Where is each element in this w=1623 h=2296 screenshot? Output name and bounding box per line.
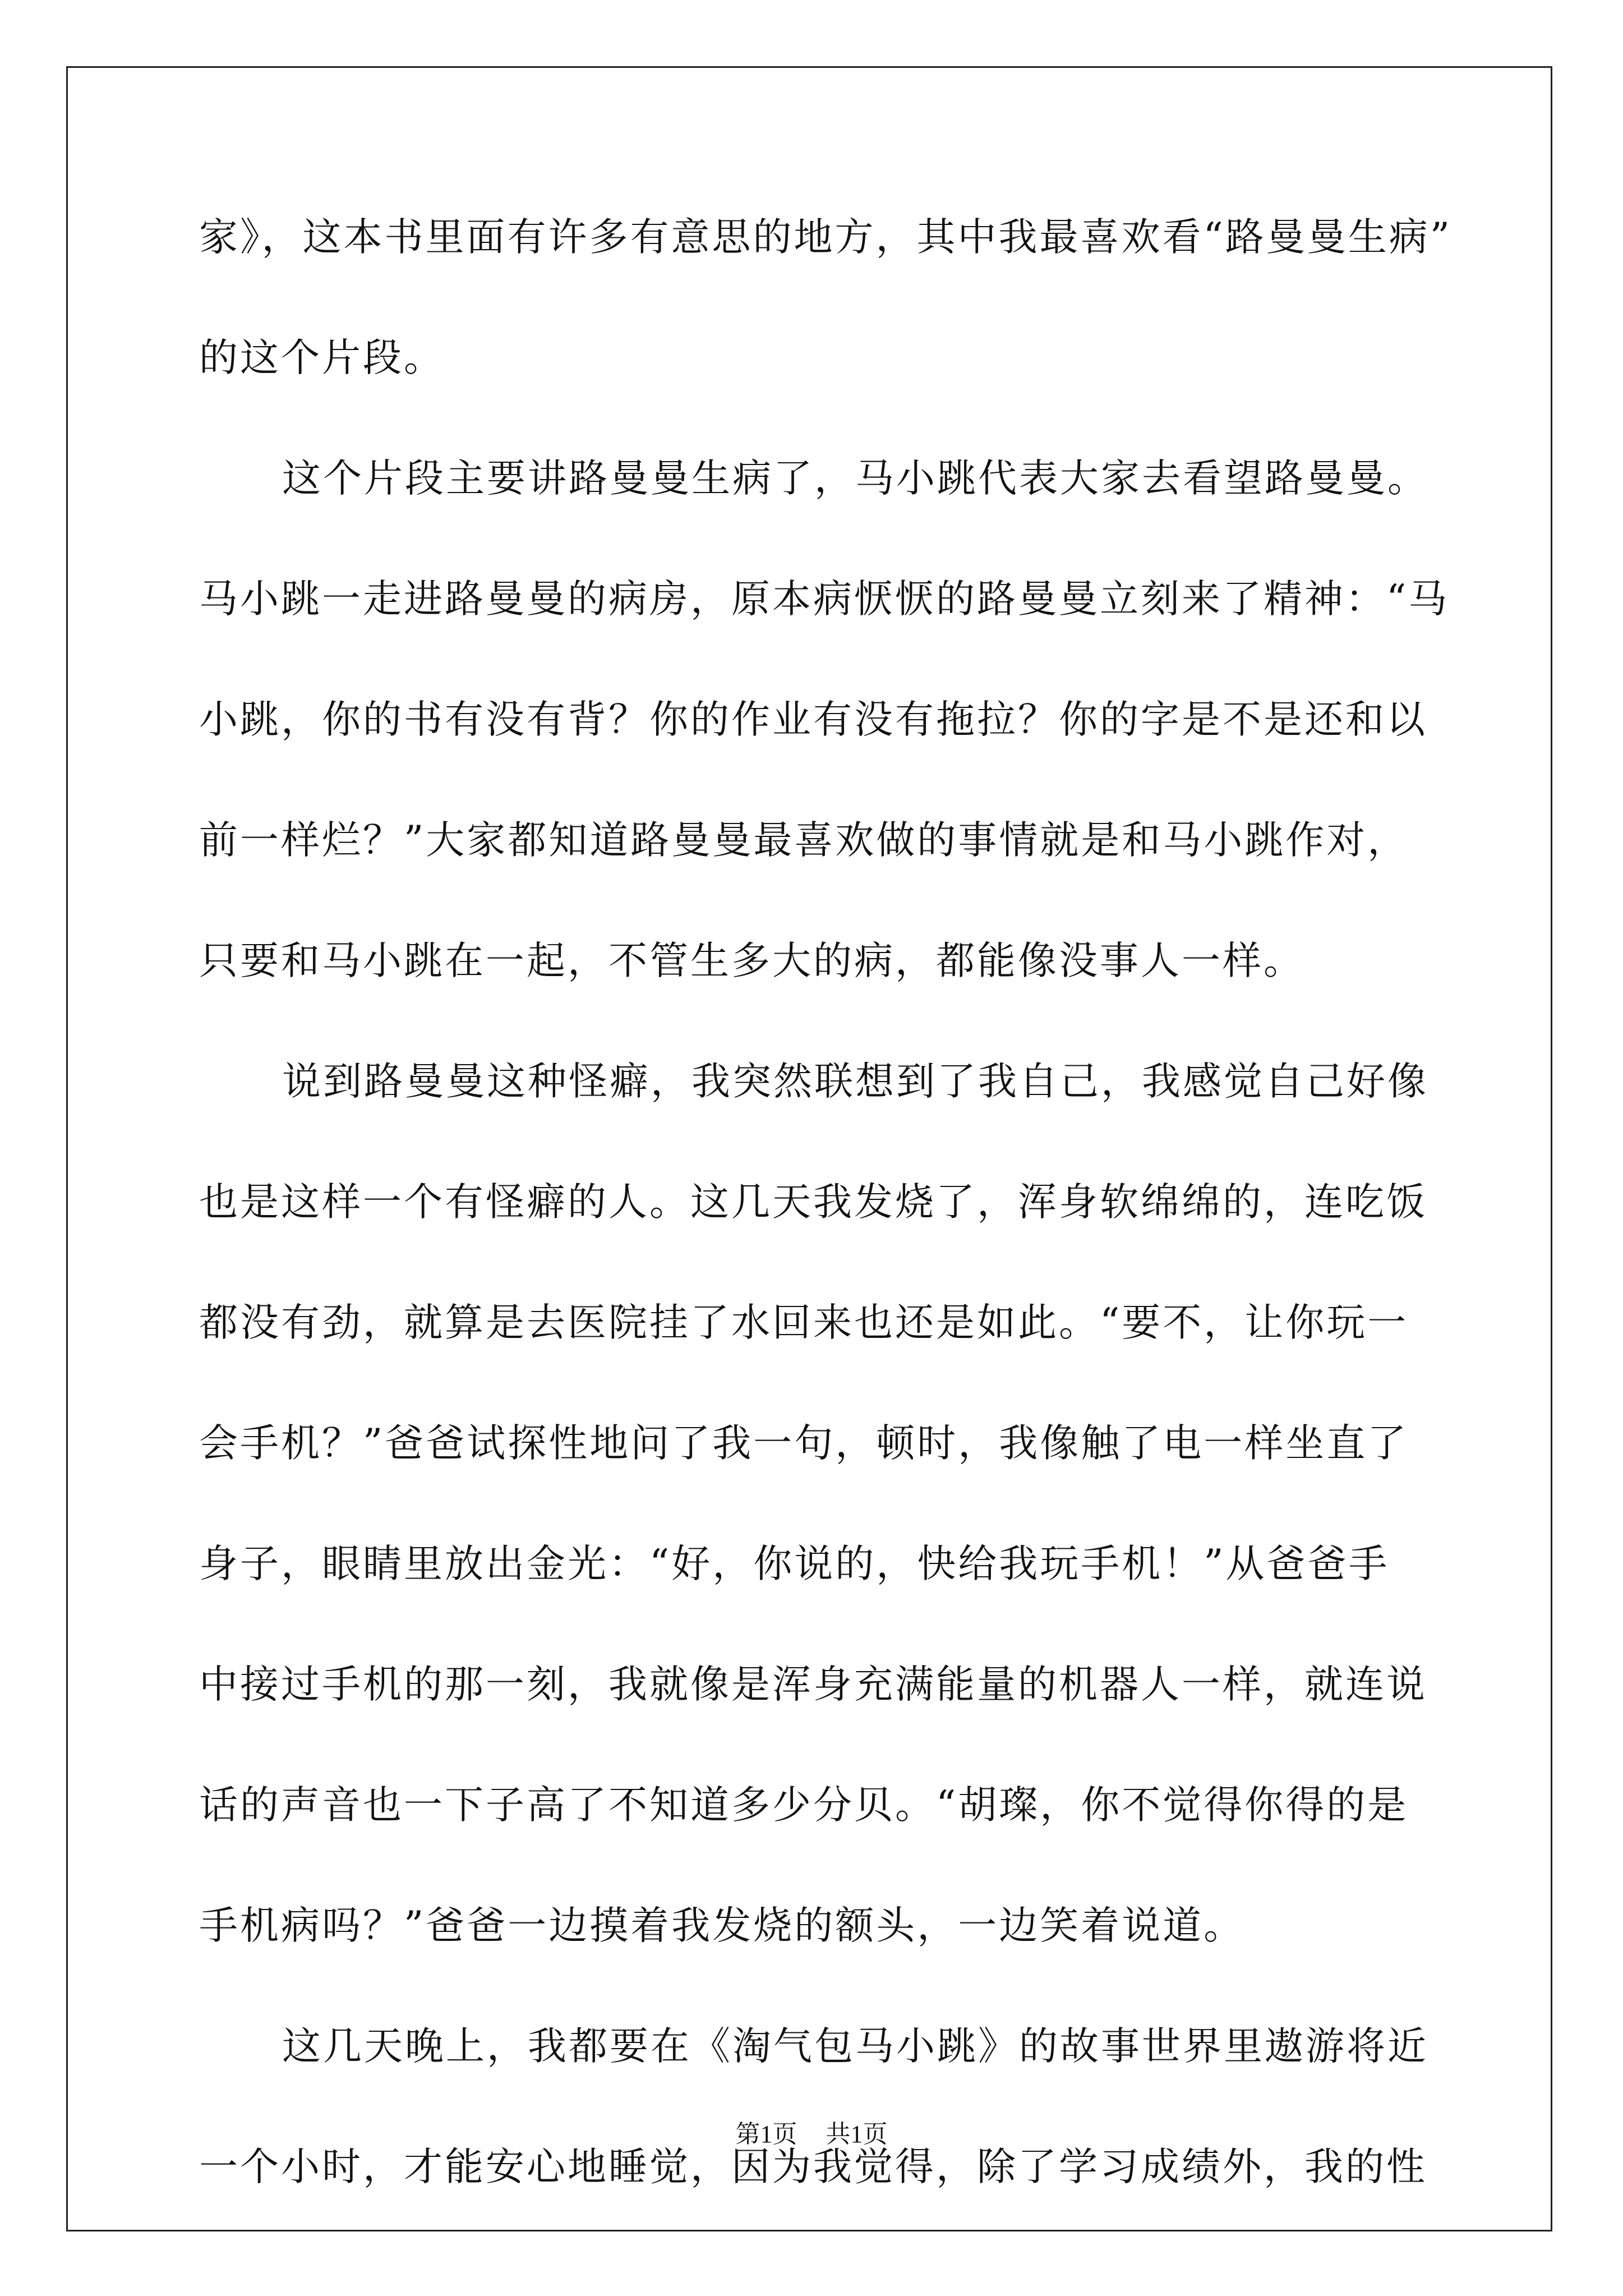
text-line: 马小跳一走进路曼曼的病房，原本病恹恹的路曼曼立刻来了精神：“马 — [199, 577, 1450, 622]
paragraph-start-line: 这几天晚上，我都要在《淘气包马小跳》的故事世界里遨游将近 — [282, 2024, 1428, 2069]
text-line: 手机病吗？”爸爸一边摸着我发烧的额头，一边笑着说道。 — [199, 1903, 1245, 1948]
page-footer — [0, 2120, 1623, 2148]
text-line: 话的声音也一下子高了不知道多少分贝。“胡璨，你不觉得你得的是 — [199, 1783, 1409, 1828]
text-line: 身子，眼睛里放出金光：“好，你说的，快给我玩手机！”从爸爸手 — [199, 1542, 1390, 1586]
text-line: 只要和马小跳在一起，不管生多大的病，都能像没事人一样。 — [199, 938, 1304, 983]
text-line: 一个小时，才能安心地睡觉，因为我觉得，除了学习成绩外，我的性 — [199, 2145, 1427, 2189]
page-number-total: 共1页 — [826, 2120, 888, 2148]
paragraph-start-line: 说到路曼曼这种怪癖，我突然联想到了我自己，我感觉自己好像 — [282, 1059, 1428, 1104]
document-body — [199, 215, 1453, 2268]
text-line: 也是这样一个有怪癖的人。这几天我发烧了，浑身软绵绵的，连吃饭 — [199, 1180, 1427, 1225]
text-line: 会手机？”爸爸试探性地问了我一句，顿时，我像触了电一样坐直了 — [199, 1421, 1409, 1466]
text-line: 都没有劲，就算是去医院挂了水回来也还是如此。“要不，让你玩一 — [199, 1300, 1409, 1345]
text-line: 前一样烂？”大家都知道路曼曼最喜欢做的事情就是和马小跳作对， — [199, 818, 1409, 863]
text-line: 中接过手机的那一刻，我就像是浑身充满能量的机器人一样，就连说 — [199, 1662, 1427, 1707]
text-line: 小跳，你的书有没有背？你的作业有没有拖拉？你的字是不是还和以 — [199, 697, 1427, 742]
paragraph-start-line: 这个片段主要讲路曼曼生病了，马小跳代表大家去看望路曼曼。 — [282, 456, 1428, 501]
text-line: 的这个片段。 — [199, 335, 445, 380]
page-number-current: 第1页 — [735, 2120, 797, 2148]
text-line: 家》，这本书里面有许多有意思的地方，其中我最喜欢看“路曼曼生病” — [199, 215, 1453, 260]
